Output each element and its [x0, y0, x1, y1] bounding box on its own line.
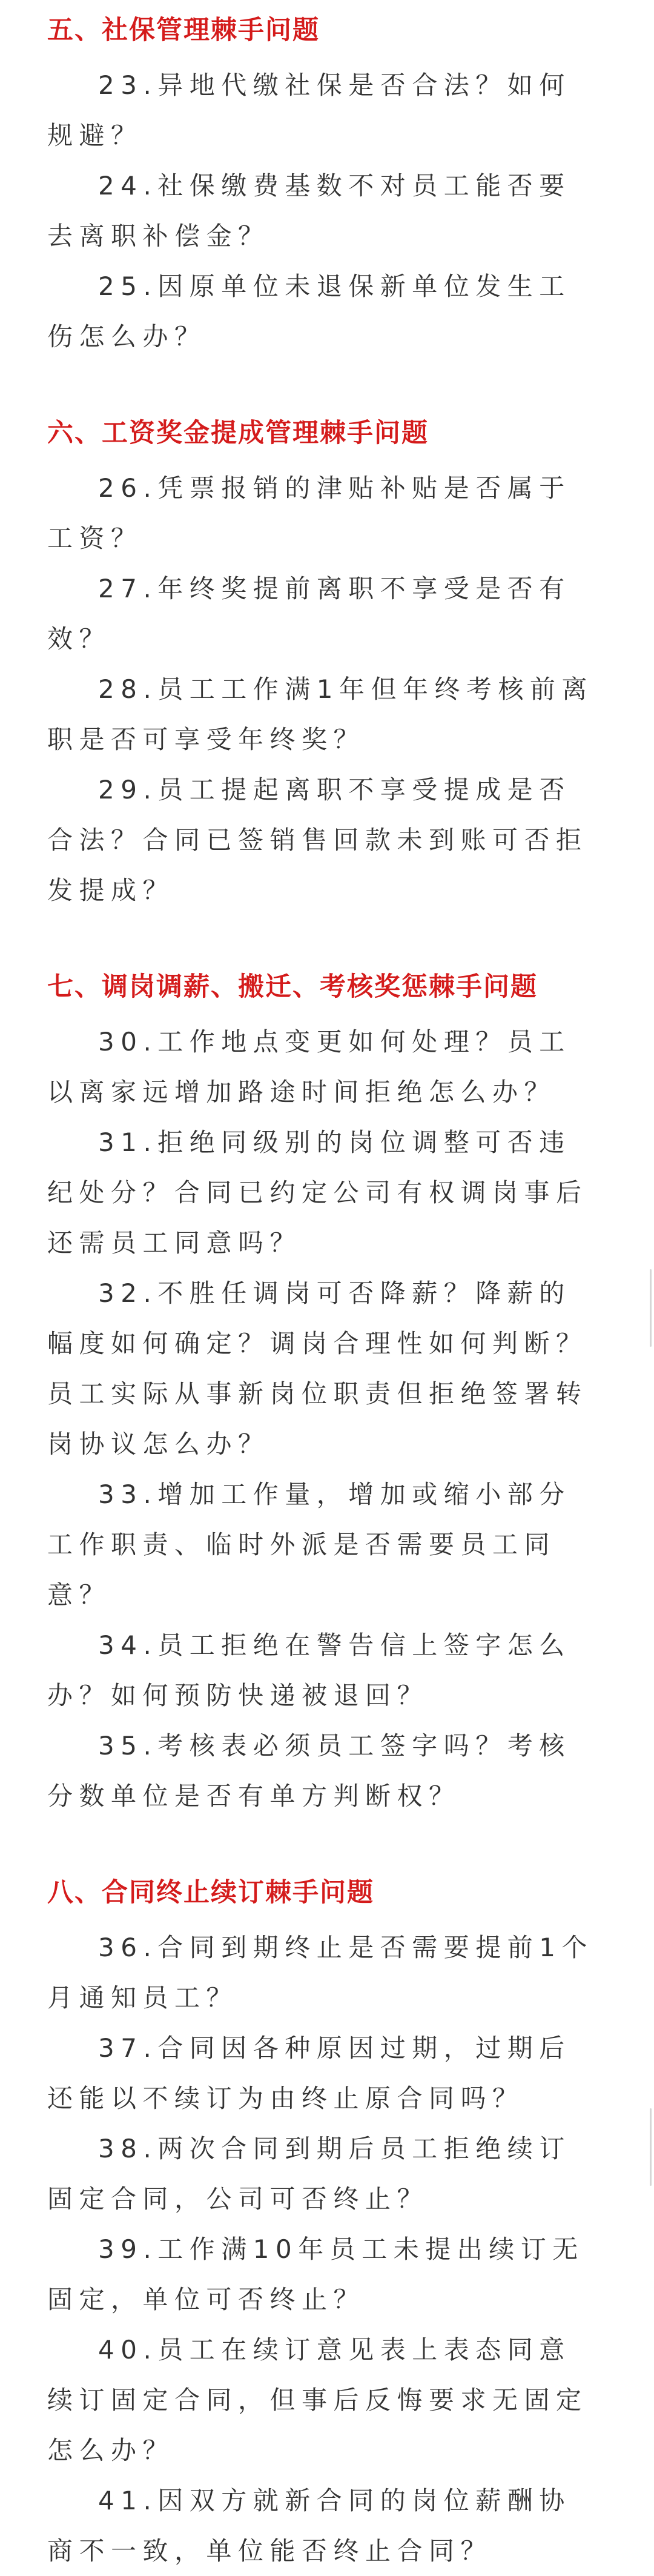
question-number: 27.: [98, 574, 158, 603]
question-item: [47, 1922, 595, 2023]
question-item: [47, 1268, 595, 1469]
question-text: 员工提起离职不享受提成是否合法？合同已签销售回款未到账可否拒发提成？: [47, 775, 588, 905]
section-title: 五、社保管理棘手问题: [47, 15, 320, 45]
question-item: [47, 563, 595, 664]
question-text: 员工拒绝在警告信上签字怎么办？如何预防快递被退回？: [47, 1630, 571, 1710]
question-item: [47, 261, 595, 362]
question-item: [47, 1620, 595, 1721]
question-text: 增加工作量，增加或缩小部分工作职责、临时外派是否需要员工同意？: [47, 1479, 571, 1610]
question-text: 考核表必须员工签字吗？考核分数单位是否有单方判断权？: [47, 1731, 571, 1811]
question-number: 23.: [98, 70, 158, 100]
question-text: 异地代缴社保是否合法？如何规避？: [47, 70, 571, 150]
question-item: [47, 463, 595, 563]
section-wages-bonus: [47, 415, 595, 915]
section-title: 六、工资奖金提成管理棘手问题: [47, 418, 429, 448]
scroll-indicator[interactable]: [650, 2108, 652, 2186]
question-number: 35.: [98, 1731, 158, 1761]
question-text: 员工工作满1年但年终考核前离职是否可享受年终奖？: [47, 674, 594, 754]
question-number: 31.: [98, 1127, 158, 1157]
question-number: 41.: [98, 2486, 158, 2515]
question-text: 员工在续订意见表上表态同意续订固定合同，但事后反悔要求无固定怎么办？: [47, 2335, 588, 2465]
question-item: [47, 765, 595, 915]
question-number: 25.: [98, 271, 158, 301]
question-text: 社保缴费基数不对员工能否要去离职补偿金？: [47, 171, 571, 251]
question-number: 32.: [98, 1278, 158, 1308]
section-social-insurance: [47, 12, 595, 362]
question-item: [47, 2123, 595, 2224]
question-number: 29.: [98, 775, 158, 805]
question-text: 工作满10年员工未提出续订无固定，单位可否终止？: [47, 2234, 584, 2314]
question-text: 两次合同到期后员工拒绝续订固定合同，公司可否终止？: [47, 2134, 571, 2214]
question-text: 因原单位未退保新单位发生工伤怎么办？: [47, 271, 571, 351]
question-number: 28.: [98, 674, 158, 704]
question-item: [47, 2475, 595, 2576]
question-text: 因双方就新合同的岗位薪酬协商不一致，单位能否终止合同？: [47, 2486, 571, 2566]
question-item: [47, 1721, 595, 1821]
question-number: 26.: [98, 473, 158, 503]
question-number: 38.: [98, 2134, 158, 2163]
question-item: [47, 2023, 595, 2123]
section-title: 七、调岗调薪、搬迁、考核奖惩棘手问题: [47, 972, 538, 1002]
question-item: [47, 2224, 595, 2325]
question-item: [47, 161, 595, 261]
section-contract-termination: [47, 1874, 595, 2576]
article-body: [47, 12, 595, 2576]
section-transfer-assessment: [47, 969, 595, 1821]
question-text: 工作地点变更如何处理？员工以离家远增加路途时间拒绝怎么办？: [47, 1027, 571, 1107]
question-text: 合同因各种原因过期，过期后还能以不续订为由终止原合同吗？: [47, 2033, 571, 2113]
question-text: 凭票报销的津贴补贴是否属于工资？: [47, 473, 571, 553]
question-number: 40.: [98, 2335, 158, 2365]
question-text: 不胜任调岗可否降薪？降薪的幅度如何确定？调岗合理性如何判断？员工实际从事新岗位职责但拒绝签署转岗协议怎么办？: [47, 1278, 588, 1459]
question-number: 33.: [98, 1479, 158, 1509]
question-number: 36.: [98, 1933, 158, 1962]
question-number: 37.: [98, 2033, 158, 2063]
question-item: [47, 1017, 595, 1117]
question-number: 30.: [98, 1027, 158, 1057]
question-item: [47, 2325, 595, 2475]
question-text: 拒绝同级别的岗位调整可否违纪处分？合同已约定公司有权调岗事后还需员工同意吗？: [47, 1127, 588, 1258]
question-number: 39.: [98, 2234, 158, 2264]
question-item: [47, 60, 595, 161]
question-number: 24.: [98, 171, 158, 201]
question-number: 34.: [98, 1630, 158, 1660]
question-item: [47, 1117, 595, 1268]
section-title: 八、合同终止续订棘手问题: [47, 1877, 374, 1908]
scroll-indicator[interactable]: [650, 1269, 652, 1347]
question-text: 年终奖提前离职不享受是否有效？: [47, 574, 571, 654]
question-text: 合同到期终止是否需要提前1个月通知员工？: [47, 1933, 594, 2013]
question-item: [47, 664, 595, 765]
question-item: [47, 1469, 595, 1620]
